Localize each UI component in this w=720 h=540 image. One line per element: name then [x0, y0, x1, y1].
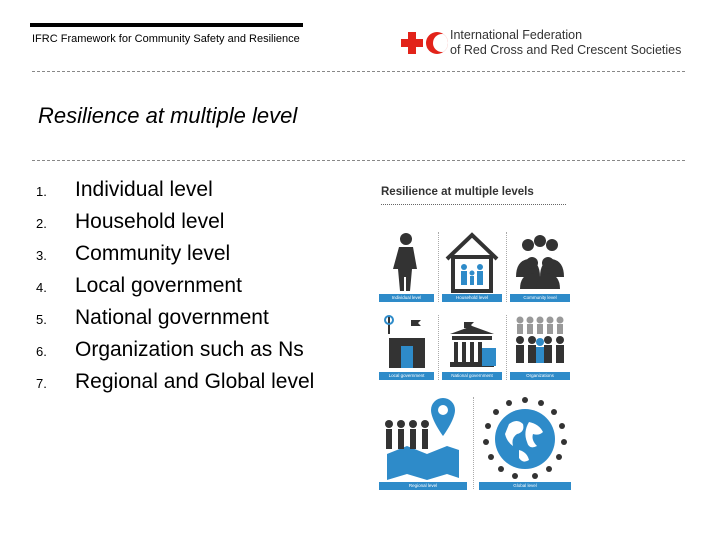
- person-icon: [379, 227, 434, 294]
- infographic-title: Resilience at multiple levels: [381, 186, 534, 198]
- map-pin-icon: [379, 394, 467, 482]
- list-label: Regional and Global level: [75, 370, 315, 393]
- tile-organizations: [510, 312, 570, 380]
- tile-label: Individual level: [379, 294, 434, 302]
- list-label: Individual level: [75, 178, 213, 201]
- list-label: Local government: [75, 274, 242, 297]
- globe-icon: [479, 394, 571, 482]
- ifrc-logo: [401, 28, 691, 58]
- tile-national-government: [442, 312, 502, 380]
- list-label: Organization such as Ns: [75, 338, 304, 361]
- resilience-infographic: [375, 182, 575, 502]
- tile-label: National government: [442, 372, 502, 380]
- divider-title: [32, 160, 685, 161]
- infographic-rule: [381, 204, 566, 205]
- list-number: 3.: [36, 248, 47, 263]
- tile-regional: [379, 394, 467, 490]
- logo-line-1: International Federation: [450, 28, 583, 42]
- list-label: Household level: [75, 210, 225, 233]
- tile-label: Regional level: [379, 482, 467, 490]
- list-number: 5.: [36, 312, 47, 327]
- tile-household: [442, 227, 502, 302]
- red-cross-icon: [401, 32, 423, 54]
- organization-icon: [510, 312, 570, 372]
- list-number: 1.: [36, 184, 47, 199]
- slide-title: Resilience at multiple level: [38, 103, 298, 128]
- tile-label: Local government: [379, 372, 434, 380]
- logo-text: [450, 28, 681, 58]
- logo-line-2: of Red Cross and Red Crescent Societies: [450, 43, 682, 57]
- tile-label: Community level: [510, 294, 570, 302]
- tile-local-government: [379, 312, 434, 380]
- tile-label: Global level: [479, 482, 571, 490]
- town-hall-icon: [379, 312, 434, 372]
- divider-top: [32, 71, 685, 72]
- list-label: Community level: [75, 242, 231, 265]
- house-family-icon: [442, 227, 502, 294]
- list-number: 6.: [36, 344, 47, 359]
- red-crescent-icon: [426, 32, 448, 54]
- tile-individual: [379, 227, 434, 302]
- list-number: 2.: [36, 216, 47, 231]
- tile-global: [479, 394, 571, 490]
- list-label: National government: [75, 306, 269, 329]
- tile-label: Household level: [442, 294, 502, 302]
- list-number: 7.: [36, 376, 47, 391]
- list-number: 4.: [36, 280, 47, 295]
- framework-label: IFRC Framework for Community Safety and Resilience: [32, 33, 300, 45]
- tile-label: Organizations: [510, 372, 570, 380]
- header-rule: [30, 23, 303, 27]
- government-building-icon: [442, 312, 502, 372]
- group-icon: [510, 227, 570, 294]
- tile-community: [510, 227, 570, 302]
